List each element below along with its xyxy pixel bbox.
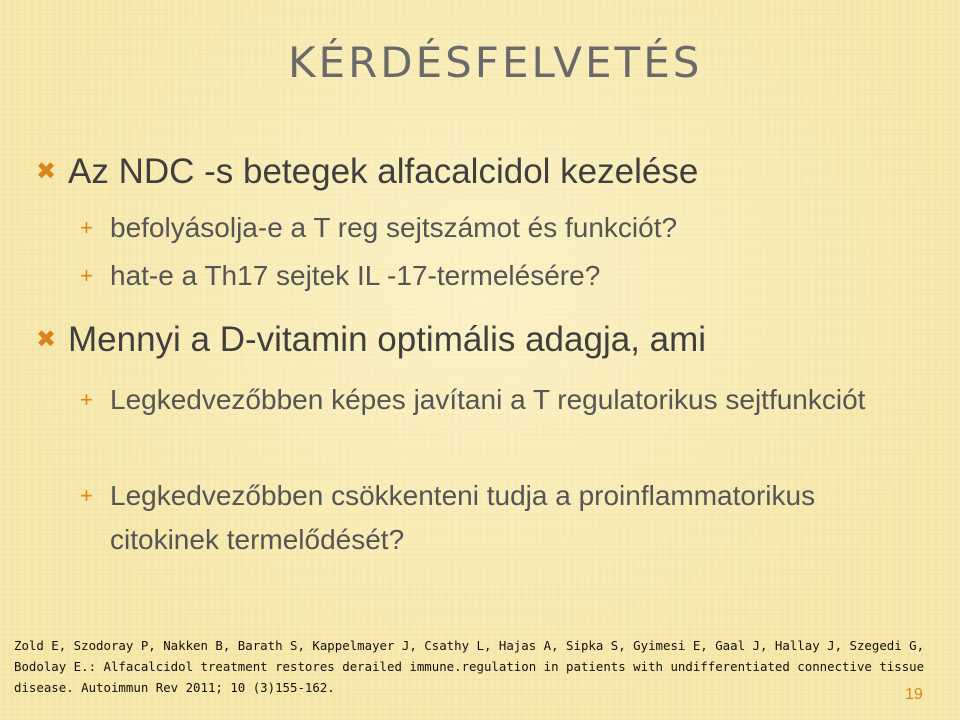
bullet-level1	[36, 150, 898, 194]
x-bullet-icon: ✖	[36, 326, 57, 353]
plus-bullet-icon: +	[80, 215, 93, 240]
bullet-text: Mennyi a D-vitamin optimális adagja, ami	[68, 320, 707, 359]
page-number: 19	[905, 686, 923, 703]
plus-bullet-icon: +	[80, 387, 93, 412]
bullet-level2	[80, 254, 890, 298]
bullet-text: befolyásolja-e a T reg sejtszámot és funkciót?	[110, 212, 678, 243]
bullet-level2	[80, 474, 890, 562]
x-bullet-icon: ✖	[36, 158, 57, 185]
bullet-level1	[36, 318, 898, 362]
slide-title: KÉRDÉSFELVETÉS	[288, 38, 703, 87]
bullet-text: Az NDC -s betegek alfacalcidol kezelése	[68, 152, 699, 191]
bullet-level2	[80, 206, 890, 250]
reference-citation: Zold E, Szodoray P, Nakken B, Barath S, Kappelmayer J, Csathy L, Hajas A, Sipka S, Gyimesi E, Gaal J, Hallay J, Szegedi G, Bodolay E.: Alfacalcidol treatment restores derailed immune.regulation in patients with undifferentiated connective tissue disease. Autoimmun Rev 2011; 10 (3)155-162.	[14, 638, 925, 695]
plus-bullet-icon: +	[80, 483, 93, 508]
bullet-text: hat-e a Th17 sejtek IL -17-termelésére?	[110, 260, 601, 291]
plus-bullet-icon: +	[80, 263, 93, 288]
bullet-level2	[80, 378, 890, 422]
bullet-text: Legkedvezőbben csökkenteni tudja a proinflammatorikus citokinek termelődését?	[110, 480, 816, 555]
bullet-text: Legkedvezőbben képes javítani a T regulatorikus sejtfunkciót	[110, 384, 866, 415]
